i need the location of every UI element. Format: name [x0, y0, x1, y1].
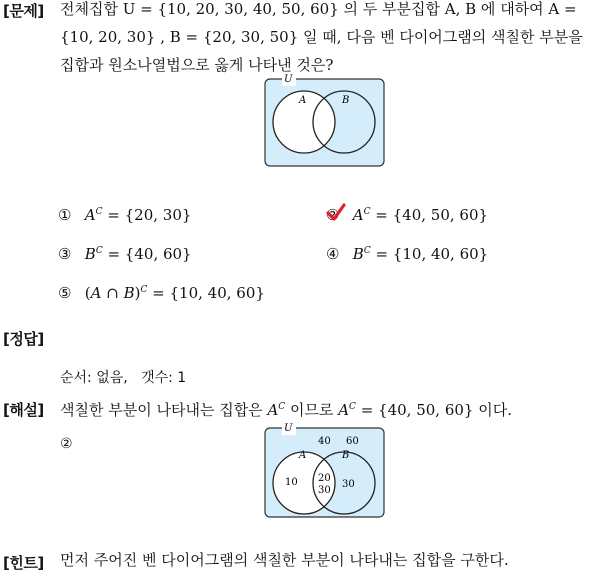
- hint-text: 먼저 주어진 벤 다이어그램의 색칠한 부분이 나타내는 집합을 구한다.: [60, 551, 509, 569]
- option-1-number: ①: [58, 206, 72, 224]
- option-3[interactable]: [58, 245, 192, 263]
- option-5-text: (A ∩ B)$^C$ = {10, 40, 60}: [84, 284, 265, 302]
- option-4-text: $B^C = \{10$, 40, 60}: [352, 245, 489, 263]
- element-10: 10: [285, 477, 298, 488]
- universal-set-label: U: [284, 74, 293, 85]
- set-b-label: B: [342, 450, 350, 461]
- element-30-b: 30: [342, 479, 355, 490]
- problem-text: [60, 0, 590, 79]
- option-5-number: ⑤: [58, 284, 72, 302]
- universal-set-label: U: [284, 423, 293, 434]
- solution-label: [해설]: [3, 401, 44, 419]
- set-b-label: B: [342, 95, 350, 106]
- answer-line-2: ②: [60, 436, 73, 452]
- check-icon: [326, 203, 346, 223]
- element-60: 60: [346, 436, 359, 447]
- option-2-number: ②: [326, 206, 348, 224]
- problem-label: [문제]: [3, 2, 44, 20]
- option-4[interactable]: [326, 245, 488, 263]
- answer-line-1: 순서: 없음, 갯수: 1: [60, 370, 187, 386]
- option-2[interactable]: [326, 206, 488, 224]
- set-a-label: A: [299, 95, 307, 106]
- option-5[interactable]: [58, 284, 265, 302]
- element-20: 20: [318, 473, 331, 484]
- option-4-number: ④: [326, 245, 340, 263]
- element-40: 40: [318, 436, 331, 447]
- option-1-text: $A^C = \{20$, 30}: [84, 206, 192, 224]
- option-3-number: ③: [58, 245, 72, 263]
- venn-diagram-solution: [264, 423, 386, 519]
- venn-diagram-question: [264, 74, 386, 168]
- answer-label: [정답]: [3, 330, 44, 348]
- problem-line-2: {10, 20, 30} , B = {20, 30, 50} 일 때, 다음 벤 다이어그램의 색칠한 부분을: [60, 28, 583, 46]
- hint-label: [힌트]: [3, 554, 44, 572]
- element-30-intersection: 30: [318, 485, 331, 496]
- option-3-text: $B^C = \{40$, 60}: [84, 245, 192, 263]
- problem-line-1: 전체집합 U = {10, 20, 30, 40, 50, 60} 의 두 부분집합 A, B 에 대하여 A =: [60, 0, 577, 18]
- option-1[interactable]: [58, 206, 191, 224]
- option-2-text: $A^C = \{40$, 50, 60}: [352, 206, 489, 224]
- problem-line-3: 집합과 원소나열법으로 옳게 나타낸 것은?: [60, 56, 334, 74]
- solution-text: 색칠한 부분이 나타내는 집합은 $A^C$ 이므로 $A^C = \{40$, 50, 60} 이다.: [60, 401, 512, 419]
- set-a-label: A: [299, 450, 307, 461]
